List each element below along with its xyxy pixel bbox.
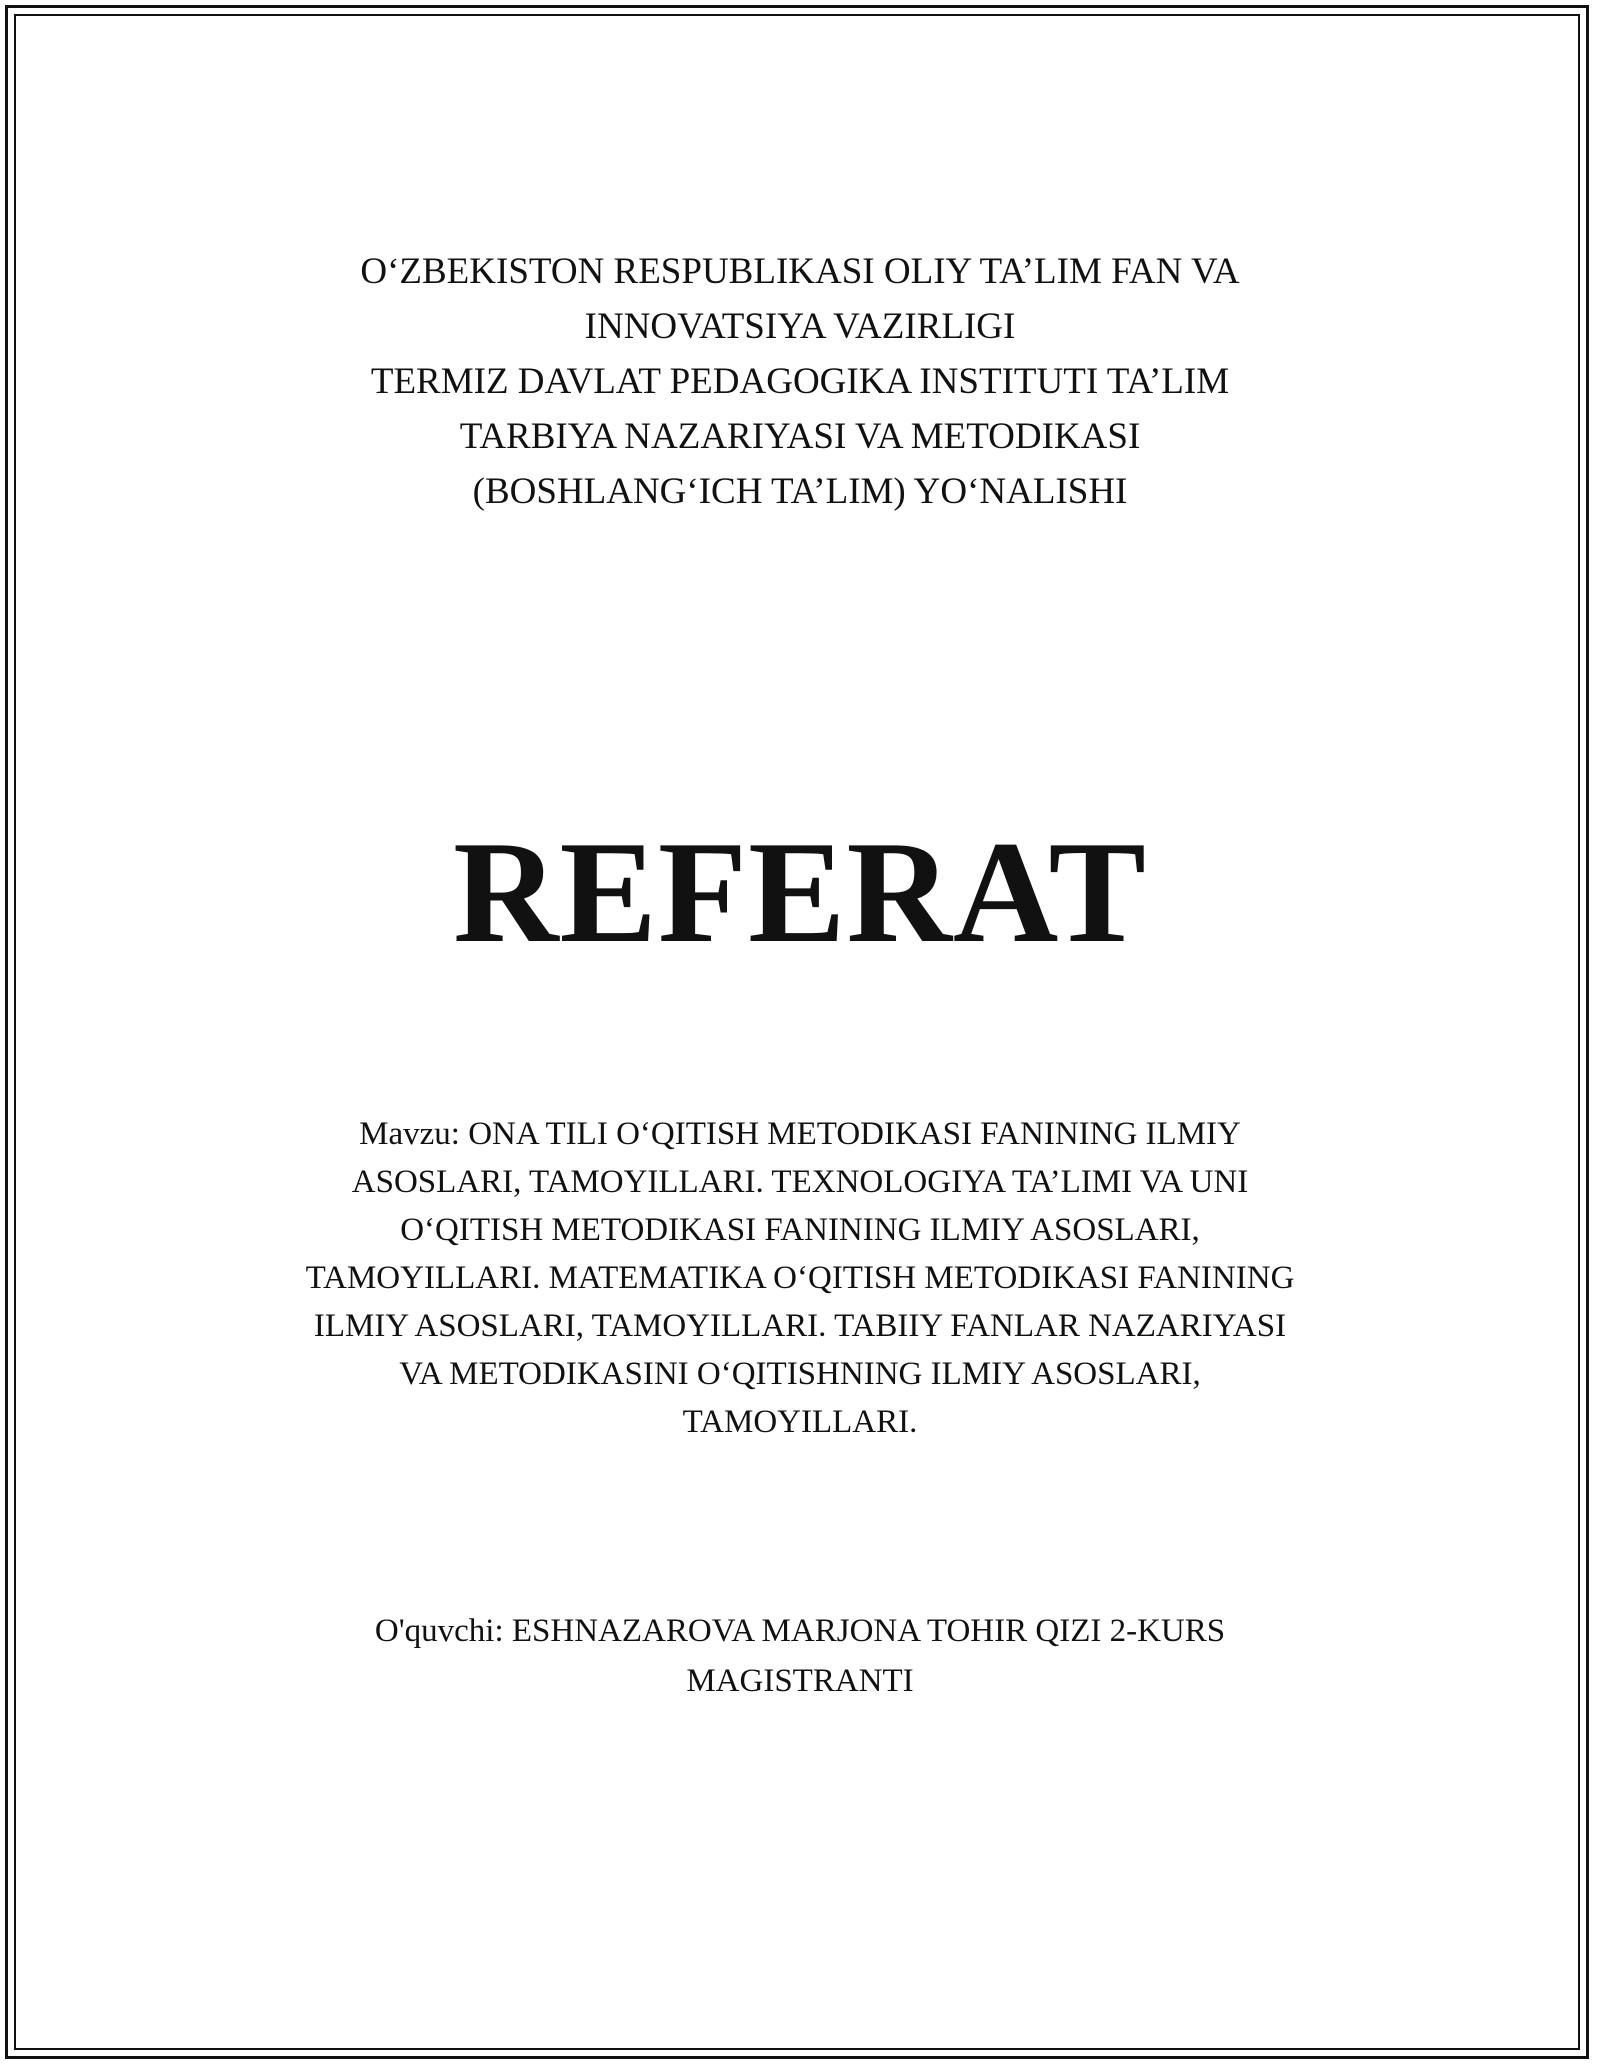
topic-line: ASOSLARI, TAMOYILLARI. TEXNOLOGIYA TA’LIMI VA UNI [351, 1164, 1249, 1200]
topic-line: ILMIY ASOSLARI, TAMOYILLARI. TABIIY FANLAR NAZARIYASI [313, 1308, 1287, 1344]
topic-line: TAMOYILLARI. [682, 1404, 918, 1440]
topic-paragraph [0, 1110, 1600, 1446]
topic-line: Mavzu: ONA TILI O‘QITISH METODIKASI FANINING ILMIY [359, 1116, 1241, 1152]
student-line: MAGISTRANTI [686, 1663, 914, 1699]
header-line: INNOVATSIYA VAZIRLIGI [584, 306, 1016, 347]
document-title: REFERAT [453, 811, 1147, 973]
header-line: O‘ZBEKISTON RESPUBLIKASI OLIY TA’LIM FAN VA [360, 251, 1240, 292]
header-line: (BOSHLANG‘ICH TA’LIM) YO‘NALISHI [472, 471, 1128, 512]
student-line: O'quvchi: ESHNAZAROVA MARJONA TOHIR QIZI 2-KURS [374, 1613, 1226, 1649]
institution-header [0, 244, 1600, 519]
header-line: TERMIZ DAVLAT PEDAGOGIKA INSTITUTI TA’LIM [370, 361, 1230, 402]
topic-line: O‘QITISH METODIKASI FANINING ILMIY ASOSLARI, [400, 1212, 1200, 1248]
header-line: TARBIYA NAZARIYASI VA METODIKASI [459, 416, 1141, 457]
topic-line: TAMOYILLARI. MATEMATIKA O‘QITISH METODIKASI FANINING [305, 1260, 1295, 1296]
student-info [0, 1606, 1600, 1706]
topic-line: VA METODIKASINI O‘QITISHNING ILMIY ASOSLARI, [399, 1356, 1201, 1392]
